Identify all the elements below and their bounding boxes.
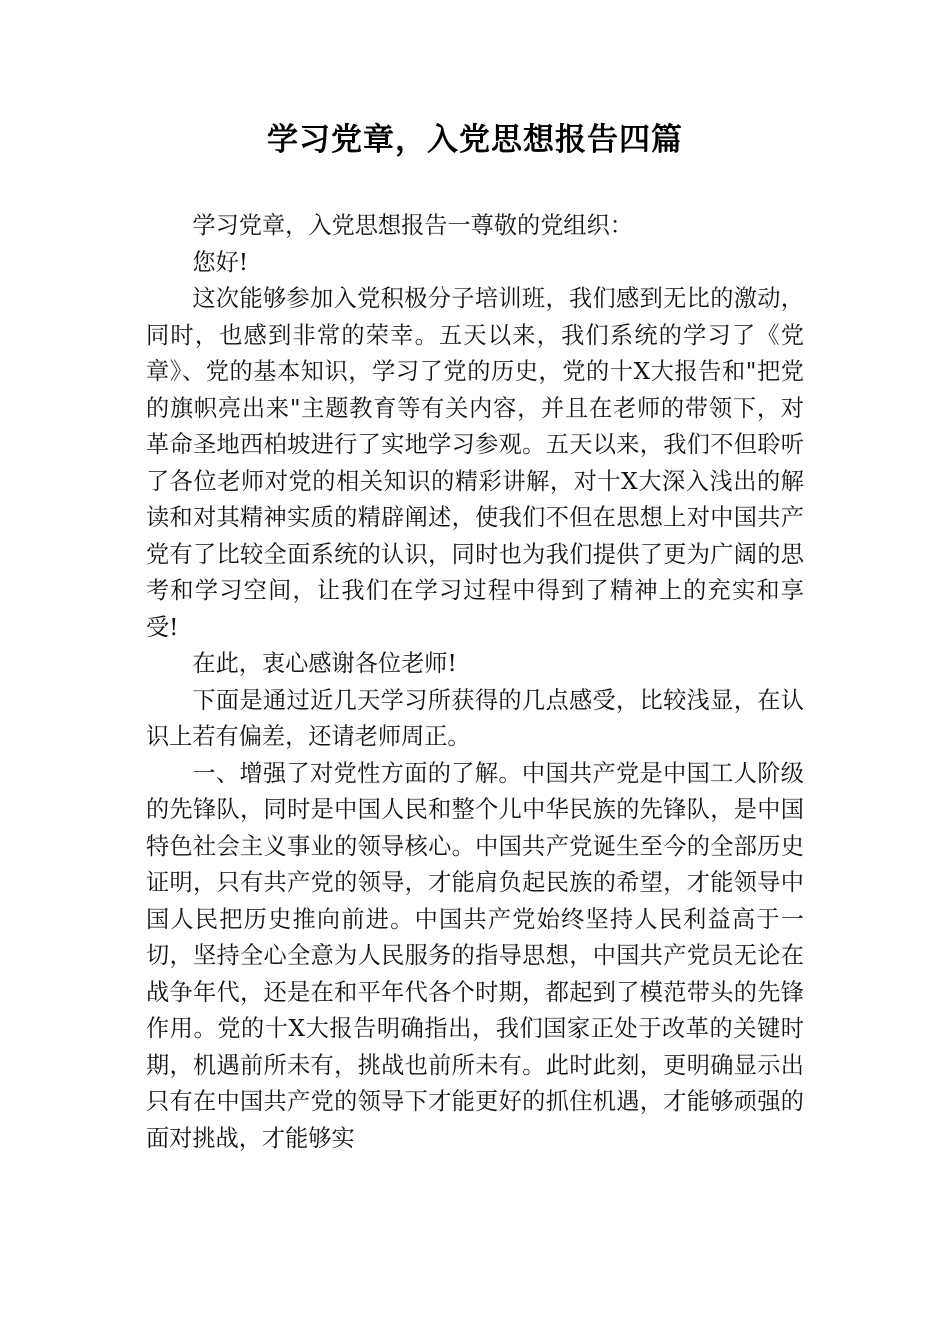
body-paragraph: 下面是通过近几天学习所获得的几点感受，比较浅显，在认识上若有偏差，还请老师周正。 — [146, 686, 804, 750]
salutation-line: 学习党章，入党思想报告一尊敬的党组织： — [192, 212, 633, 239]
body-paragraph: 一、增强了对党性方面的了解。中国共产党是中国工人阶级的先锋队，同时是中国人民和整个儿中华民族的先锋队，是中国特色社会主义事业的领导核心。中国共产党诞生至今的全部历史证明，只有共产党的领导，才能肩负起民族的希望，才能领导中国人民把历史推向前进。中国共产党始终坚持人民利益高于一切，坚持全心全意为人民服务的指导思想，中国共产党员无论在战争年代，还是在和平年代各个时期，都起到了模范带头的先锋作用。党的十X大报告明确指出，我们国家正处于改革的关键时期，机遇前所未有，挑战也前所未有。此时此刻，更明确显示出只有在中国共产党的领导下才能更好的抓住机遇，才能够顽强的面对挑战，才能够实 — [146, 759, 804, 1152]
document-body — [146, 208, 804, 1157]
document-title: 学习党章，入党思想报告四篇 — [267, 122, 683, 158]
body-paragraph: 在此，衷心感谢各位老师! — [192, 650, 457, 677]
body-paragraph: 这次能够参加入党积极分子培训班，我们感到无比的激动，同时，也感到非常的荣幸。五天以来，我们系统的学习了《党章》、党的基本知识，学习了党的历史，党的十X大报告和"把党的旗帜亮出来"主题教育等有关内容，并且在老师的带领下，对革命圣地西柏坡进行了实地学习参观。五天以来，我们不但聆听了各位老师对党的相关知识的精彩讲解，对十X大深入浅出的解读和对其精神实质的精辟阐述，使我们不但在思想上对中国共产党有了比较全面系统的认识，同时也为我们提供了更为广阔的思考和学习空间，让我们在学习过程中得到了精神上的充实和享受! — [146, 285, 804, 641]
greeting-paragraph: 您好! — [192, 248, 249, 276]
